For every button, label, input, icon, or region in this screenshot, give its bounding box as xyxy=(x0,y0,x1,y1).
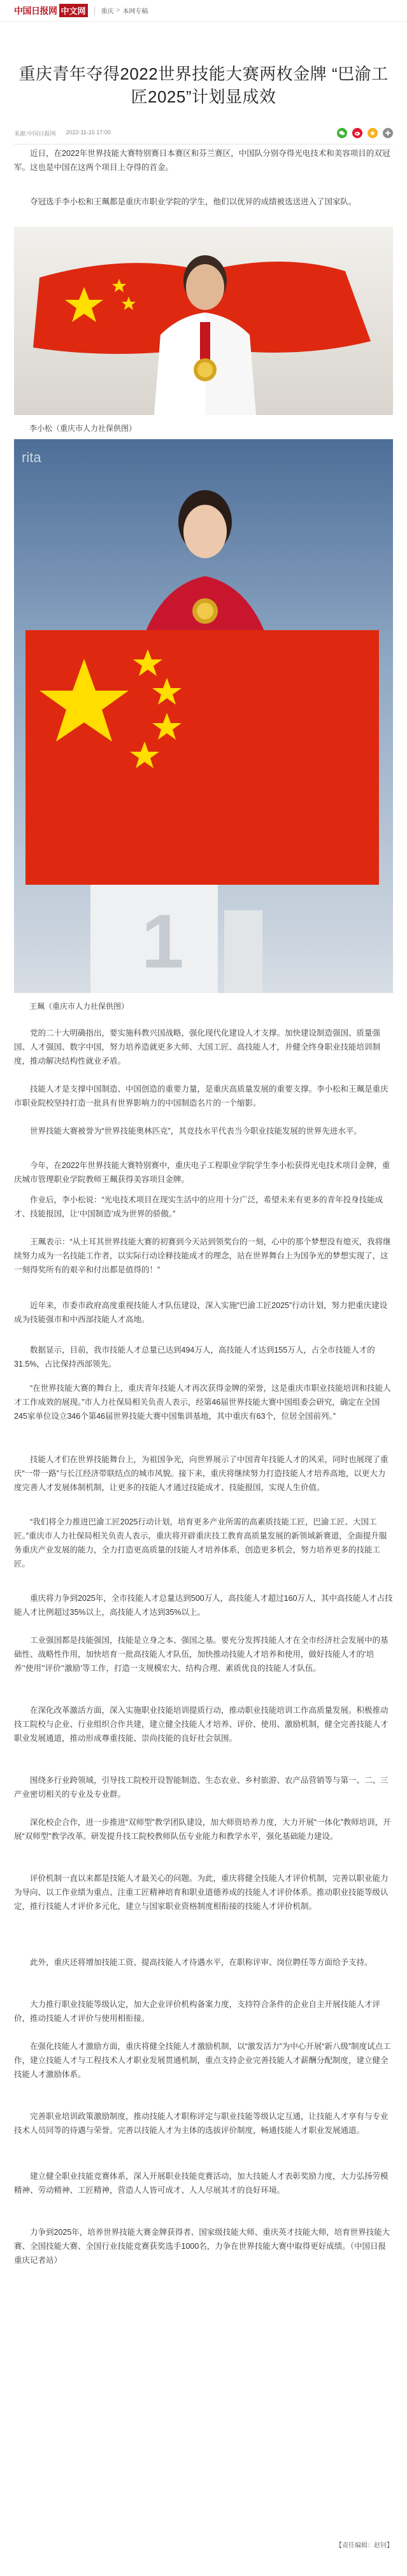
site-logo[interactable] xyxy=(14,4,88,17)
article-paragraph: 围绕多行业跨领域，引导技工院校开设智能制造、生态农业、乡村旅游、农产品营销等与第一、二、三产业密切相关的专业及专业群。 xyxy=(14,1776,389,1799)
article-paragraph: 完善职业培训政策激励制度，推动技能人才职称评定与职业技能等级认定互通，让技能人才享有与专业技术人员同等的待遇与荣誉。完善以技能人才为主体的选拔评价制度，畅通技能人才职业发展通道。 xyxy=(14,2112,389,2135)
breadcrumb-section[interactable]: 本网专稿 xyxy=(122,8,148,15)
article-paragraph: 近日，在2022年世界技能大赛特别赛日本赛区和芬兰赛区，中国队分别夺得光电技术和美容项目的双冠军。这也是中国在这两个项目上夺得的首金。 xyxy=(14,149,390,172)
article-paragraph: 在深化改革激活方面，深入实施职业技能培训提质行动，推动职业技能培训工作高质量发展。积极推动技工院校与企业、行业组织合作共建，建立健全技能人才培养、评价、使用、激励机制，健全完善技能人才职业发展通道，推动形成尊重技能、崇尚技能的良好社会氛围。 xyxy=(14,1706,389,1743)
article-paragraph: 王珮表示：“从土耳其世界技能大赛的初赛到今天站到领奖台的一刻，心中的那个梦想没有熄灭，我将继续努力成为一名技能工作者，以实际行动诠释技能成才的理念，站在世界舞台上为国争光的梦想实现了，这一刻得奖所有的艰辛和付出都是值得的！” xyxy=(14,1237,391,1274)
article-paragraph: 此外，重庆还将增加技能工资、提高技能人才待遇水平，在职称评审、岗位聘任等方面给予支持。 xyxy=(30,1958,373,1967)
article-paragraph: “我们将全力推进巴渝工匠2025行动计划，培育更多产业所需的高素质技能工匠，巴渝工匠、大国工匠。”重庆市人力社保局相关负责人表示，重庆将开辟重庆技工教育高质量发展的新领域新赛道，全面提升服务重庆产业发展的能力，全力打造更高质量的技能人才培养体系，创造更多机会，努力培养更多的技能工匠。 xyxy=(14,1517,387,1568)
share-bar xyxy=(337,128,393,138)
breadcrumb xyxy=(101,6,148,15)
header-divider xyxy=(94,6,95,15)
svg-text:1: 1 xyxy=(141,899,184,984)
article-meta xyxy=(14,127,393,144)
article-paragraph: 评价机制一直以来都是技能人才最关心的问题。为此，重庆将健全技能人才评价机制，完善以职业能力为导向、以工作业绩为重点、注重工匠精神培育和职业道德养成的技能人才评价体系。推动职业技能等级认定，推行技能人才评价多元化，建立与国家职业资格制度相衔接的技能人才评价机制。 xyxy=(14,1874,389,1911)
article-source: 来源:中国日报网 xyxy=(14,130,56,137)
article-paragraph: 大力推行职业技能等级认定，加大企业评价机构备案力度，支持符合条件的企业自主开展技能人才评价，推动技能人才评价与使用相衔接。 xyxy=(14,2000,381,2023)
article-paragraph: 世界技能大赛被誉为“世界技能奥林匹克”，其竞技水平代表当今职业技能发展的世界先进水平。 xyxy=(30,1127,362,1136)
breadcrumb-separator: > xyxy=(116,7,120,14)
photo-caption: 王珮（重庆市人力社保供图） xyxy=(29,1002,129,1011)
article-paragraph: 数据显示，目前，我市技能人才总量已达到494万人，高技能人才达到155万人，占全市技能人才的31.5%，占比保持西部领先。 xyxy=(14,1346,375,1369)
photo-wang-pei xyxy=(14,439,393,993)
article-paragraph: 技能人才们在世界技能舞台上，为祖国争光，向世界展示了中国青年技能人才的风采，同时也展现了重庆“一带一路”与长江经济带联结点的城市风貌。接下来，重庆将继续努力打造技能人才培养高地，以更大力度完善人才发展体制机制，让更多的技能人才通过技能成才、技能报国，实现人生价值。 xyxy=(14,1455,389,1492)
article-datetime: 2022-11-15 17:00 xyxy=(66,129,111,136)
article-paragraph: 技能人才是支撑中国制造、中国创造的重要力量，是重庆高质量发展的重要支撑。李小松和王珮是重庆市职业院校坚持打造一批具有世界影响力的中国制造名片的一个缩影。 xyxy=(14,1085,389,1108)
photo-li-xiaosong xyxy=(14,227,393,415)
article-paragraph: 力争到2025年，培养世界技能大赛金牌获得者、国家级技能大师、重庆英才技能大师，培育世界技能大赛、全国技能大赛、全国行业技能竞赛获奖选手1000名，力争在世界技能大赛中取得更好成绩。（中国日报重庆记者站） xyxy=(14,2228,390,2265)
site-header xyxy=(0,0,407,22)
weibo-icon[interactable] xyxy=(352,128,362,138)
article-paragraph: 夺冠选手李小松和王珮都是重庆市职业学院的学生，他们以优异的成绩被选送进入了国家队。 xyxy=(30,197,357,206)
article-paragraph: 今年，在2022年世界技能大赛特别赛中，重庆电子工程职业学院学生李小松获得光电技术项目金牌，重庆城市管理职业学院教师王珮获得美容项目金牌。 xyxy=(14,1161,390,1184)
article-paragraph: 建立健全职业技能竞赛体系，深入开展职业技能竞赛活动，加大技能人才表彰奖励力度，大力弘扬劳模精神、劳动精神、工匠精神，营造人人皆可成才、人人尽展其才的良好环境。 xyxy=(14,2172,389,2195)
logo-box-text: 中文网 xyxy=(59,4,88,17)
more-icon[interactable] xyxy=(383,128,393,138)
article-paragraph: 在强化技能人才激励方面，重庆将健全技能人才激励机制，以“激发活力”为中心开展“新八级”制度试点工作，建立技能人才与工程技术人才职业发展贯通机制，重点支持企业完善技能人才薪酬分配制度，建立健全技能人才激励体系。 xyxy=(14,2042,391,2079)
wechat-icon[interactable] xyxy=(337,128,347,138)
breadcrumb-home[interactable]: 重庆 xyxy=(101,8,114,15)
editor-credit: 【责任编辑：赵钊】 xyxy=(336,2542,393,2549)
article-paragraph: 作业后，李小松说：“光电技术项目在现实生活中的应用十分广泛，希望未来有更多的青年投身技能成才、技能报国，让‘中国制造’成为世界的骄傲。” xyxy=(14,1195,383,1218)
article-paragraph: 重庆将力争到2025年，全市技能人才总量达到500万人，高技能人才超过160万人，其中高技能人才占技能人才比例超过35%以上，高技能人才达到35%以上。 xyxy=(14,1594,393,1617)
article-paragraph: 工业强国都是技能强国，技能是立身之本、强国之基。要充分发挥技能人才在全市经济社会发展中的基础性、战略性作用，加快培育一批高技能人才队伍，加快推动技能人才培养和使用，做好技能人才的‘培养’‘使用’‘评价’‘激励’等工作，打造一支规模宏大、结构合理、素质优良的技能人才队伍。 xyxy=(14,1636,389,1673)
svg-text:rita: rita xyxy=(22,449,41,465)
article-paragraph: 近年来，市委市政府高度重视技能人才队伍建设，深入实施“巴渝工匠2025”行动计划，努力把重庆建设成为技能强市和中西部技能人才高地。 xyxy=(14,1301,388,1324)
article-paragraph: 党的二十大明确指出，要实施科教兴国战略，强化现代化建设人才支撑。加快建设制造强国、质量强国、人才强国、数字中国，努力培养造就更多大师、大国工匠、高技能人才，并健全终身职业技能培训制度，推动解决结构性就业矛盾。 xyxy=(14,1029,381,1066)
qzone-icon[interactable] xyxy=(368,128,378,138)
photo-caption: 李小松（重庆市人力社保供图） xyxy=(29,424,137,433)
article-paragraph: 深化校企合作，进一步推进“双师型”教学团队建设，加大师资培养力度，大力开展“一体化”教师培训，开展“双师型”教学改革。研发提升技工院校教师队伍专业能力和教学水平，强化基础能力建设。 xyxy=(14,1818,391,1841)
logo-text: 中国日报网 xyxy=(14,6,57,17)
article-title: 重庆青年夺得2022世界技能大赛两枚金牌 “巴渝工匠2025”计划显成效 xyxy=(18,64,389,106)
article-paragraph: “在世界技能大赛的舞台上，重庆青年技能人才再次获得金牌的荣誉，这是重庆市职业技能培训和技能人才工作成效的展现。”市人力社保局相关负责人表示，经第46届世界技能大赛中国组委会研究，确定在全国245家单位设立346个第46届世界技能大赛中国集训基地，其中重庆有63个，位居全国前列。” xyxy=(14,1384,391,1421)
